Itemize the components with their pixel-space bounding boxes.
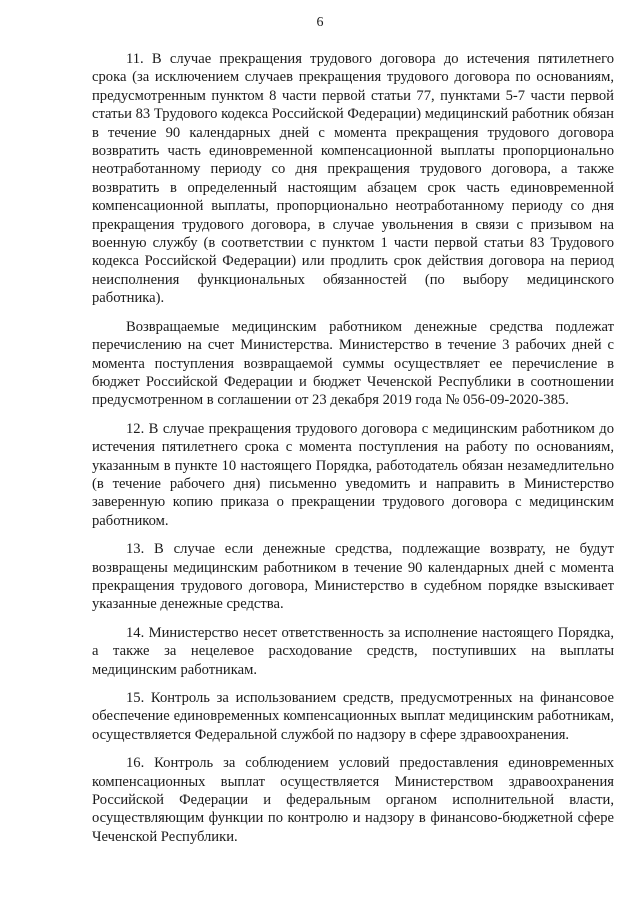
paragraph-13: 13. В случае если денежные средства, подлежащие возврату, не будут возвращены медицинским работником в течение 90 календарных дней с момента прекращения трудового договора, Министерство в судебном порядке взыскивает указанные денежные средства. bbox=[92, 541, 614, 613]
paragraph-12: 12. В случае прекращения трудового договора с медицинским работником до истечения пятилетнего срока с момента поступления на работу по основаниям, указанным в пункте 10 настоящего Порядка, работодатель обязан незамедлительно (в течение рабочего дня) письменно уведомить и направить в Министерство заверенную копию приказа о прекращении трудового договора с медицинским работником. bbox=[92, 420, 614, 529]
paragraph-gap bbox=[92, 530, 614, 540]
paragraph-15: 15. Контроль за использованием средств, предусмотренных на финансовое обеспечение единовременных компенсационных выплат медицинским работникам, осуществляется Федеральной службой по надзору в сфере здравоохранения. bbox=[92, 690, 614, 743]
paragraph-gap bbox=[92, 308, 614, 318]
paragraph-gap bbox=[92, 744, 614, 754]
paragraph-11: 11. В случае прекращения трудового договора до истечения пятилетнего срока (за исключением случаев прекращения трудового договора по основаниям, предусмотренным пунктом 8 части первой статьи 77, пунктами 5-7 части первой статьи 83 Трудового кодекса Российской Федерации) медицинский работник обязан в течение 90 календарных дней с момента прекращения трудового договора возвратить часть единовременной компенсационной выплаты пропорционально неотработанному периоду со дня прекращения трудового договора, а также возвратить в определенный настоящим абзацем срок часть единовременной компенсационной выплаты, пропорционально неотработанному периоду со дня прекращения трудового договора, в случае увольнения в связи с призывом на военную службу (в соответствии с пунктом 1 части первой статьи 83 Трудового кодекса Российской Федерации) или продлить срок действия договора на период неисполнения функциональных обязанностей (по выбору медицинского работника). bbox=[92, 51, 614, 307]
paragraph-gap bbox=[92, 614, 614, 624]
paragraph-16: 16. Контроль за соблюдением условий предоставления единовременных компенсационных выплат осуществляется Министерством здравоохранения Российской Федерации и федеральным органом исполнительной власти, осуществляющим функции по контролю и надзору в финансово-бюджетной сфере Чеченской Республики. bbox=[92, 755, 614, 845]
paragraph-gap bbox=[92, 679, 614, 689]
paragraph-gap bbox=[92, 410, 614, 420]
page-number: 6 bbox=[316, 15, 324, 30]
paragraph-refund: Возвращаемые медицинским работником денежные средства подлежат перечислению на счет Министерства. Министерство в течение 3 рабочих дней с момента поступления возвращаемой суммы осуществляет ее перечисление в бюджет Российской Федерации и бюджет Чеченской Республики в соотношении предусмотренном в соглашении от 23 декабря 2019 года № 056-09-2020-385. bbox=[92, 318, 614, 409]
paragraph-14: 14. Министерство несет ответственность за исполнение настоящего Порядка, а также за нецелевое расходование средств, поступивших на выплаты медицинским работникам. bbox=[92, 624, 614, 678]
